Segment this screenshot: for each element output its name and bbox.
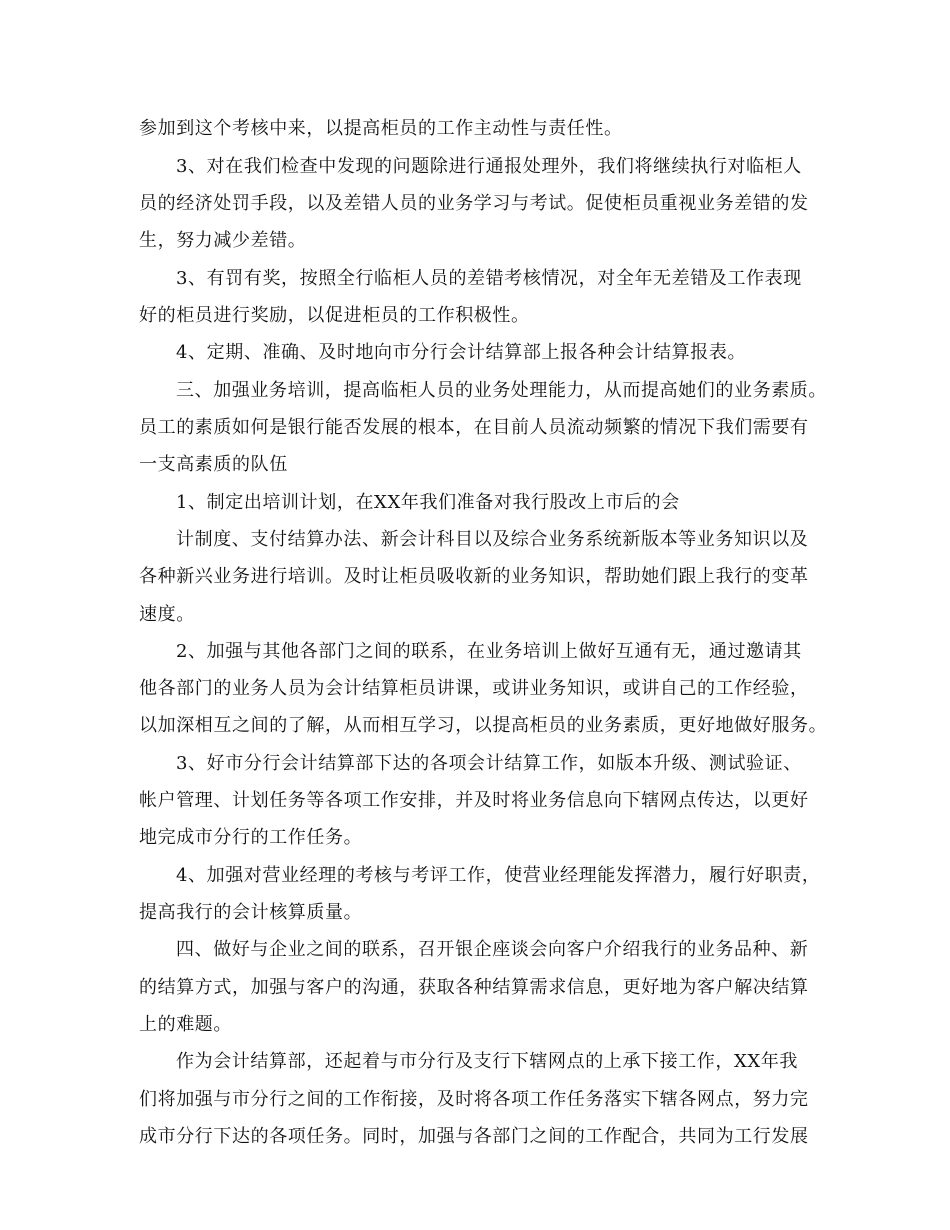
- text-line: 他各部门的业务人员为会计结算柜员讲课，或讲业务知识，或讲自己的工作经验，: [139, 678, 809, 699]
- text-line: 们将加强与市分行之间的工作衔接，及时将各项工作任务落实下辖各网点，努力完: [139, 1089, 809, 1110]
- text-line: 3、好市分行会计结算部下达的各项会计结算工作，如版本升级、测试验证、: [176, 753, 802, 774]
- text-line: 2、加强与其他各部门之间的联系，在业务培训上做好互通有无，通过邀请其: [176, 641, 802, 662]
- text-line: 作为会计结算部，还起着与市分行及支行下辖网点的上承下接工作，XX年我: [176, 1051, 799, 1072]
- text-line: 上的难题。: [139, 1014, 232, 1035]
- text-line: 以加深相互之间的了解，从而相互学习，以提高柜员的业务素质，更好地做好服务。: [139, 715, 828, 736]
- text-line: 员的经济处罚手段，以及差错人员的业务学习与考试。促使柜员重视业务差错的发: [139, 193, 809, 214]
- text-line: 地完成市分行的工作任务。: [139, 827, 363, 848]
- text-line: 4、加强对营业经理的考核与考评工作，使营业经理能发挥潜力，履行好职责，: [176, 865, 821, 886]
- text-line: 4、定期、准确、及时地向市分行会计结算部上报各种会计结算报表。: [176, 342, 747, 363]
- text-line: 各种新兴业务进行培训。及时让柜员吸收新的业务知识，帮助她们跟上我行的变革: [139, 566, 809, 587]
- text-line: 好的柜员进行奖励，以促进柜员的工作积极性。: [139, 305, 530, 326]
- text-line: 四、做好与企业之间的联系，召开银企座谈会向客户介绍我行的业务品种、新: [176, 939, 809, 960]
- text-line: 3、有罚有奖，按照全行临柜人员的差错考核情况，对全年无差错及工作表现: [176, 268, 802, 289]
- text-line: 帐户管理、计划任务等各项工作安排，并及时将业务信息向下辖网点传达，以更好: [139, 790, 809, 811]
- text-line: 3、对在我们检查中发现的问题除进行通报处理外，我们将继续执行对临柜人: [176, 156, 802, 177]
- text-line: 计制度、支付结算办法、新会计科目以及综合业务系统新版本等业务知识以及: [176, 529, 809, 550]
- text-line: 成市分行下达的各项任务。同时，加强与各部门之间的工作配合，共同为工行发展: [139, 1126, 809, 1147]
- text-line: 1、制定出培训计划，在XX年我们准备对我行股改上市后的会: [176, 492, 680, 513]
- text-line: 一支高素质的队伍: [139, 454, 288, 475]
- text-line: 提高我行的会计核算质量。: [139, 902, 363, 923]
- text-line: 参加到这个考核中来，以提高柜员的工作主动性与责任性。: [139, 118, 623, 139]
- text-line: 生，努力减少差错。: [139, 230, 307, 251]
- text-line: 速度。: [139, 604, 195, 625]
- text-line: 的结算方式，加强与客户的沟通，获取各种结算需求信息，更好地为客户解决结算: [139, 977, 809, 998]
- text-line: 三、加强业务培训，提高临柜人员的业务处理能力，从而提高她们的业务素质。: [176, 380, 827, 401]
- text-line: 员工的素质如何是银行能否发展的根本，在目前人员流动频繁的情况下我们需要有: [139, 417, 809, 438]
